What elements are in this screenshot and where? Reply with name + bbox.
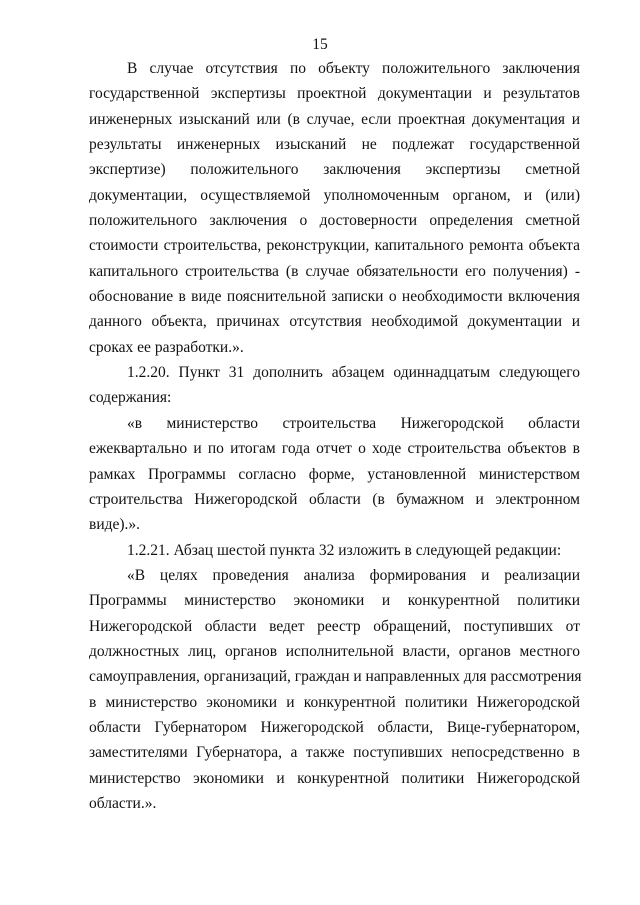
text-line: области.». bbox=[89, 794, 157, 812]
text-line: Программы министерство экономики и конкурентной политики bbox=[89, 592, 580, 610]
paragraph-quote-ministry-construction bbox=[89, 411, 580, 538]
text-line: «В целях проведения анализа формирования и реализации bbox=[127, 566, 580, 584]
text-line: данного объекта, причинах отсутствия необходимой документации и bbox=[89, 313, 580, 331]
text-line: рамках Программы согласно форме, установленной министерством bbox=[89, 465, 580, 483]
text-line: в министерство экономики и конкурентной политики Нижегородской bbox=[89, 693, 580, 711]
document-body bbox=[89, 56, 580, 816]
text-line: самоуправления, организаций, граждан и направленных для рассмотрения bbox=[89, 668, 582, 686]
text-line: результаты инженерных изысканий не подлежат государственной bbox=[89, 136, 580, 154]
text-line: заместителями Губернатора, а также поступивших непосредственно в bbox=[89, 744, 580, 762]
text-line: 1.2.20. Пункт 31 дополнить абзацем одиннадцатым следующего bbox=[127, 364, 580, 382]
text-line: положительного заключения о достоверности определения сметной bbox=[89, 212, 580, 230]
text-line: документации, осуществляемой уполномоченным органом, и (или) bbox=[89, 186, 580, 204]
text-line: виде).». bbox=[89, 516, 141, 534]
text-line: министерство экономики и конкурентной политики Нижегородской bbox=[89, 769, 580, 787]
text-line: области Губернатором Нижегородской области, Вице-губернатором, bbox=[89, 718, 580, 736]
text-line: Нижегородской области ведет реестр обращений, поступивших от bbox=[89, 617, 580, 635]
text-line: экспертизе) положительного заключения экспертизы сметной bbox=[89, 161, 580, 179]
paragraph-absence-of-conclusion bbox=[89, 56, 580, 360]
text-line: капитального строительства (в случае обязательности его получения) - bbox=[89, 262, 580, 280]
text-line: сроках ее разработки.». bbox=[89, 338, 244, 356]
text-line: государственной экспертизы проектной документации и результатов bbox=[89, 85, 580, 103]
text-line: содержания: bbox=[89, 389, 172, 407]
text-line: стоимости строительства, реконструкции, капитального ремонта объекта bbox=[89, 237, 580, 255]
paragraph-quote-registry bbox=[89, 563, 580, 816]
text-line: обоснование в виде пояснительной записки о необходимости включения bbox=[89, 288, 580, 306]
text-line: ежеквартально и по итогам года отчет о ходе строительства объектов в bbox=[89, 440, 580, 458]
text-line: должностных лиц, органов исполнительной власти, органов местного bbox=[89, 642, 580, 660]
page-number: 15 bbox=[312, 36, 328, 53]
text-line: инженерных изысканий или (в случае, если проектная документация и bbox=[89, 110, 580, 128]
text-line: «в министерство строительства Нижегородской области bbox=[127, 414, 580, 432]
text-line: строительства Нижегородской области (в бумажном и электронном bbox=[89, 490, 580, 508]
text-line: В случае отсутствия по объекту положительного заключения bbox=[127, 60, 580, 77]
paragraph-item-1-2-20 bbox=[89, 360, 580, 411]
paragraph-item-1-2-21 bbox=[89, 538, 580, 563]
text-line: 1.2.21. Абзац шестой пункта 32 изложить в следующей редакции: bbox=[127, 541, 562, 559]
